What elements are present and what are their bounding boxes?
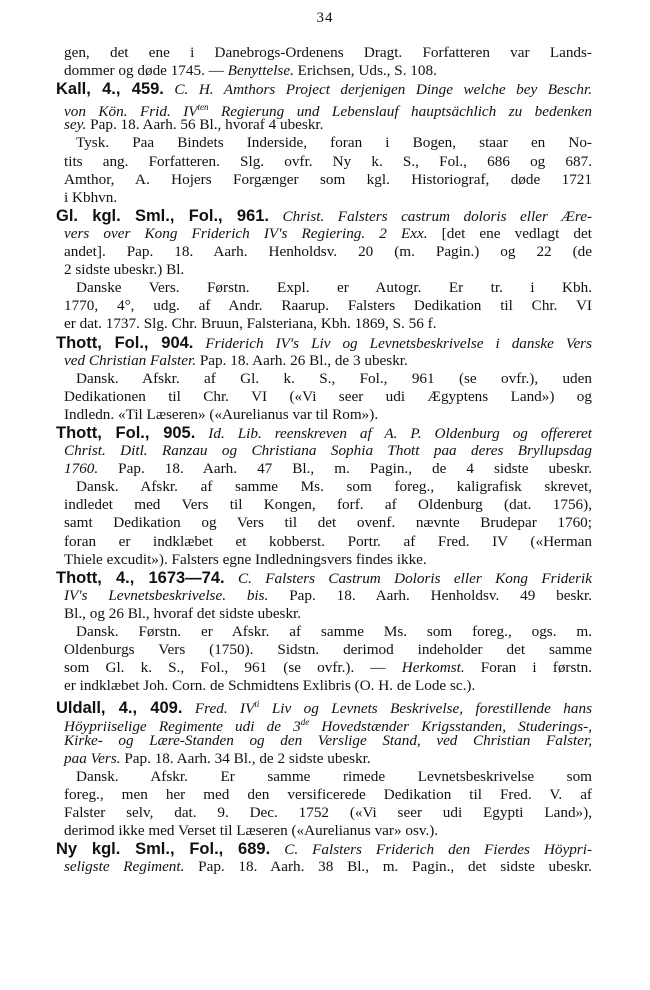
italic-title: 1760. bbox=[64, 460, 99, 478]
line-text: indledet med Vers til Kongen, forf. af Oldenburg (dat. 1756), bbox=[64, 496, 592, 514]
text-line bbox=[56, 261, 592, 279]
text-line bbox=[56, 587, 592, 605]
text-line bbox=[56, 623, 592, 641]
text-line bbox=[56, 279, 592, 297]
text-line bbox=[56, 496, 592, 514]
text-line bbox=[56, 677, 592, 695]
text-line bbox=[56, 750, 592, 768]
text-line bbox=[56, 786, 592, 804]
line-text: i Kbhvn. bbox=[64, 188, 118, 206]
line-text: Dansk. Afskr. Er samme rimede Levnetsbeskrivelse som bbox=[76, 767, 592, 785]
text-line bbox=[56, 659, 592, 677]
text-line bbox=[56, 44, 592, 62]
line-text: Dansk. Afskr. af Gl. k. S., Fol., 961 (se ovfr.), uden bbox=[76, 369, 592, 387]
line-text: som Gl. k. S., Fol., 961 (se ovfr.). — bbox=[64, 659, 402, 677]
text-line bbox=[56, 804, 592, 822]
line-text: samt Dedikation og Vers til det ovenf. nævnte Brudepar 1760; bbox=[64, 514, 592, 532]
italic-title: C. Falsters Castrum Doloris eller Kong Friderik bbox=[237, 569, 592, 587]
line-text: Pap. 18. Aarh. 38 Bl., m. Pagin., det sidste ubeskr. bbox=[184, 858, 592, 876]
text-line bbox=[56, 424, 592, 442]
text-line bbox=[56, 189, 592, 207]
line-text: Oldenburgs Vers (1750). Sidstn. derimod indeholder det samme bbox=[64, 641, 592, 659]
line-text: Pap. 18. Aarh. 47 Bl., m. Pagin., de 4 sidste ubeskr. bbox=[98, 460, 592, 478]
italic-title: vers over Kong Friderich IV's Regiering. 2 Exx. bbox=[64, 224, 428, 242]
text-line bbox=[56, 858, 592, 876]
italic-title: Fred. IV bbox=[194, 700, 255, 718]
text-line bbox=[56, 134, 592, 152]
superscript: ti bbox=[254, 699, 260, 710]
text-line bbox=[56, 840, 592, 858]
shelfmark: Thott, Fol., 904. bbox=[56, 333, 194, 352]
line-text: Tysk. Paa Bindets Inderside, foran i Bogen, staar en No- bbox=[76, 134, 592, 152]
line-text: 1770, 4°, udg. af Andr. Raarup. Falsters Dedikation til Chr. VI bbox=[64, 297, 592, 315]
text-line bbox=[56, 695, 592, 718]
superscript: de bbox=[300, 717, 310, 728]
text-line bbox=[56, 98, 592, 121]
text-line bbox=[56, 171, 592, 189]
text-line bbox=[56, 551, 592, 569]
line-text: gen, det ene i Danebrogs-Ordenens Dragt. Forfatteren var Lands- bbox=[64, 44, 592, 61]
text-line bbox=[56, 352, 592, 370]
shelfmark: Gl. kgl. Sml., Fol., 961. bbox=[56, 206, 270, 225]
line-text bbox=[195, 425, 208, 442]
text-line bbox=[56, 732, 592, 750]
line-text bbox=[270, 841, 284, 858]
line-text: tits ang. Forfatteren. Slg. ovfr. Ny k. S., Fol., 686 og 687. bbox=[64, 152, 592, 170]
text-line bbox=[56, 334, 592, 352]
text-line bbox=[56, 388, 592, 406]
italic-title: von Kön. Frid. IV bbox=[64, 103, 198, 121]
italic-title: Friderich IV's Liv og Levnetsbeskrivelse i danske Vers bbox=[205, 334, 593, 352]
line-text: andet]. Pap. 18. Aarh. Henholdsv. 20 (m. Pagin.) og 22 (de bbox=[64, 243, 592, 261]
line-text: Pap. 18. Aarh. Henholdsv. 49 beskr. bbox=[268, 586, 592, 604]
line-text: er dat. 1737. Slg. Chr. Bruun, Falsteriana, Kbh. 1869, S. 56 f. bbox=[64, 315, 437, 333]
text-line bbox=[56, 80, 592, 98]
text-line bbox=[56, 605, 592, 623]
text-line bbox=[56, 460, 592, 478]
italic-title: Höypriiselige Regimente udi de 3 bbox=[64, 718, 301, 736]
text-line bbox=[56, 207, 592, 225]
line-text: 2 sidste ubeskr.) Bl. bbox=[64, 261, 185, 279]
line-text: Pap. 18. Aarh. 34 Bl., de 2 sidste ubeskr. bbox=[120, 749, 371, 767]
text-line bbox=[56, 62, 592, 80]
text-line bbox=[56, 768, 592, 786]
shelfmark: Thott, Fol., 905. bbox=[56, 423, 196, 442]
text-line bbox=[56, 514, 592, 532]
superscript: ten bbox=[197, 102, 209, 113]
text-line bbox=[56, 243, 592, 261]
text-line bbox=[56, 370, 592, 388]
line-text: Dedikationen til Chr. VI («Vi seer udi Ægyptens Land») og bbox=[64, 387, 592, 405]
italic-title: Regierung und Lebenslauf hauptsächlich zu bedenken bbox=[208, 103, 592, 121]
italic-title: C. Falsters Friderich den Fierdes Höypri- bbox=[284, 841, 592, 859]
text-line bbox=[56, 225, 592, 243]
line-text: Dansk. Afskr. af samme Ms. som foreg., kaligrafisk skrevet, bbox=[76, 478, 592, 496]
italic-title: Herkomst. bbox=[401, 659, 465, 677]
text-line bbox=[56, 822, 592, 840]
text-line bbox=[56, 641, 592, 659]
italic-title: sey. bbox=[64, 116, 87, 134]
line-text: [det ene vedlagt det bbox=[427, 224, 592, 242]
line-text bbox=[269, 208, 283, 225]
line-text: Bl., og 26 Bl., hvoraf det sidste ubeskr. bbox=[64, 604, 302, 622]
line-text: Thiele excudit»). Falsters egne Indledningsvers findes ikke. bbox=[64, 550, 427, 568]
line-text: derimod ikke med Verset til Læseren («Aurelianus var» osv.). bbox=[64, 822, 439, 840]
shelfmark: Thott, 4., 1673—74. bbox=[56, 568, 225, 587]
italic-title: C. H. Amthors Project derjenigen Dinge welche bey Beschr. bbox=[174, 81, 592, 99]
line-text bbox=[225, 570, 238, 587]
catalog-text bbox=[56, 44, 592, 876]
line-text: foran er indklæbet et kobberst. Portr. af Fred. IV («Herman bbox=[64, 532, 592, 550]
italic-title: IV's Levnetsbeskrivelse. bis. bbox=[64, 586, 269, 604]
italic-title: Id. Lib. reenskreven af A. P. Oldenburg og offereret bbox=[208, 424, 593, 442]
italic-title: Kirke- og Lære-Standen og den Verslige Stand, ved Christian Falster, bbox=[64, 731, 592, 749]
text-line bbox=[56, 533, 592, 551]
line-text bbox=[193, 335, 205, 352]
italic-title: seligste Regiment. bbox=[64, 858, 185, 876]
text-line bbox=[56, 442, 592, 460]
text-line bbox=[56, 569, 592, 587]
text-line bbox=[56, 478, 592, 496]
page-number: 34 bbox=[316, 10, 334, 26]
line-text bbox=[164, 81, 175, 98]
line-text: Danske Vers. Førstn. Expl. er Autogr. Er tr. i Kbh. bbox=[76, 279, 592, 297]
line-text: Foran i førstn. bbox=[464, 659, 592, 677]
italic-title: Liv og Levnets Beskrivelse, forestillende hans bbox=[259, 700, 592, 718]
line-text: dommer og døde 1745. — bbox=[64, 62, 228, 80]
italic-title: Christ. Ditl. Ranzau og Christiana Sophia Thott paa deres Bryllupsdag bbox=[64, 442, 592, 460]
text-line bbox=[56, 153, 592, 171]
italic-title: Benyttelse. bbox=[227, 62, 294, 80]
line-text: Pap. 18. Aarh. 26 Bl., de 3 ubeskr. bbox=[196, 351, 408, 369]
text-line bbox=[56, 713, 592, 736]
line-text: er indklæbet Joh. Corn. de Schmidtens Exlibris (O. H. de Lode sc.). bbox=[64, 677, 476, 695]
line-text: Erichsen, Uds., S. 108. bbox=[293, 62, 437, 80]
line-text: Amthor, A. Hojers Forgænger som kgl. Historiograf, døde 1721 bbox=[64, 170, 592, 188]
shelfmark: Uldall, 4., 409. bbox=[56, 699, 183, 718]
text-line bbox=[56, 315, 592, 333]
text-line bbox=[56, 406, 592, 424]
italic-title: ved Christian Falster. bbox=[64, 351, 197, 369]
line-text: Dansk. Førstn. er Afskr. af samme Ms. som foreg., ogs. m. bbox=[76, 623, 592, 640]
shelfmark: Kall, 4., 459. bbox=[56, 80, 164, 99]
italic-title: paa Vers. bbox=[64, 749, 121, 767]
line-text: Pap. 18. Aarh. 56 Bl., hvoraf 4 ubeskr. bbox=[86, 116, 324, 134]
italic-title: Christ. Falsters castrum doloris eller Ære- bbox=[282, 207, 593, 225]
line-text: Falster selv, dat. 9. Dec. 1752 («Vi seer udi Egypti Land»), bbox=[64, 803, 592, 821]
text-line bbox=[56, 297, 592, 315]
italic-title: Hovedstænder Krigsstanden, Studerings-, bbox=[309, 718, 592, 736]
shelfmark: Ny kgl. Sml., Fol., 689. bbox=[56, 840, 271, 859]
line-text: Indledn. «Til Læseren» («Aurelianus var til Rom»). bbox=[64, 405, 379, 423]
line-text: foreg., men her med den versificerede Dedikation til Fred. V. af bbox=[64, 785, 592, 803]
